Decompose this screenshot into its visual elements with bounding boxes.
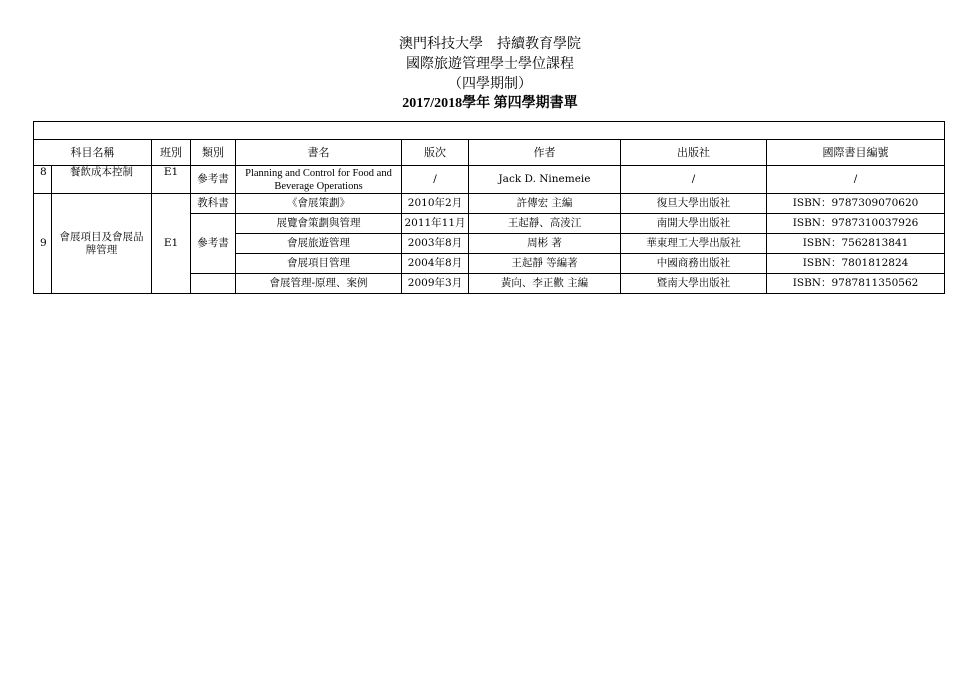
course-subject-line: 會展項目及會展品 (59, 230, 144, 243)
book-edition: 2004年8月 (402, 254, 469, 274)
book-title (236, 166, 402, 194)
book-title: 展覽會策劃與管理 (236, 214, 402, 234)
semester-system: （四學期制） (448, 76, 532, 92)
book-publisher: 暨南大學出版社 (621, 274, 767, 294)
book-publisher: 中國商務出版社 (621, 254, 767, 274)
book-title: 《會展策劃》 (236, 194, 402, 214)
table-row (34, 194, 945, 214)
book-author: 許傳宏 主編 (469, 194, 621, 214)
book-publisher: / (621, 166, 767, 194)
book-edition: 2011年11月 (402, 214, 469, 234)
book-isbn: ISBN：7562813841 (767, 234, 945, 254)
course-subject-line: 牌管理 (85, 243, 118, 256)
book-isbn: ISBN：9787309070620 (767, 194, 945, 214)
book-edition: 2009年3月 (402, 274, 469, 294)
table-header-row (34, 140, 945, 166)
book-title: 會展項目管理 (236, 254, 402, 274)
book-isbn: ISBN：7801812824 (767, 254, 945, 274)
book-title-line: Planning and Control for Food and (245, 167, 392, 179)
course-subject: 餐飲成本控制 (52, 166, 152, 194)
book-category: 參考書 (191, 214, 236, 274)
blank-cell (34, 122, 945, 140)
col-header-author: 作者 (469, 140, 621, 166)
col-header-isbn: 國際書目編號 (767, 140, 945, 166)
blank-top-row (34, 122, 945, 140)
book-edition: / (402, 166, 469, 194)
col-header-edition: 版次 (402, 140, 469, 166)
col-header-subject: 科目名稱 (34, 140, 152, 166)
table-row (34, 166, 945, 194)
book-author: Jack D. Ninemeie (469, 166, 621, 194)
book-title: 會展旅遊管理 (236, 234, 402, 254)
book-title-line: Beverage Operations (274, 180, 363, 192)
book-publisher: 復旦大學出版社 (621, 194, 767, 214)
book-edition: 2010年2月 (402, 194, 469, 214)
book-publisher: 南開大學出版社 (621, 214, 767, 234)
book-edition: 2003年8月 (402, 234, 469, 254)
book-author: 周彬 著 (469, 234, 621, 254)
col-header-category: 類別 (191, 140, 236, 166)
book-isbn: ISBN：9787811350562 (767, 274, 945, 294)
course-number: 8 (34, 166, 52, 194)
booklist-table (33, 121, 945, 294)
book-isbn: ISBN：9787310037926 (767, 214, 945, 234)
book-author: 王起靜 等編著 (469, 254, 621, 274)
course-class: E1 (152, 194, 191, 294)
document-header (0, 34, 980, 114)
book-category: 參考書 (191, 166, 236, 194)
book-title: 會展管理-原理、案例 (236, 274, 402, 294)
institution-title: 澳門科技大學 持續教育學院 (399, 36, 581, 52)
book-author: 黃向、李正歡 主編 (469, 274, 621, 294)
book-category-empty (191, 274, 236, 294)
book-isbn: / (767, 166, 945, 194)
book-category: 教科書 (191, 194, 236, 214)
term-booklist-title: 2017/2018學年 第四學期書單 (402, 96, 578, 111)
col-header-publisher: 出版社 (621, 140, 767, 166)
course-number: 9 (34, 194, 52, 294)
col-header-class: 班別 (152, 140, 191, 166)
course-subject (52, 194, 152, 294)
book-publisher: 華東理工大學出版社 (621, 234, 767, 254)
col-header-book-title: 書名 (236, 140, 402, 166)
program-title: 國際旅遊管理學士學位課程 (406, 56, 574, 72)
book-author: 王起靜、高淩江 (469, 214, 621, 234)
course-class: E1 (152, 166, 191, 194)
